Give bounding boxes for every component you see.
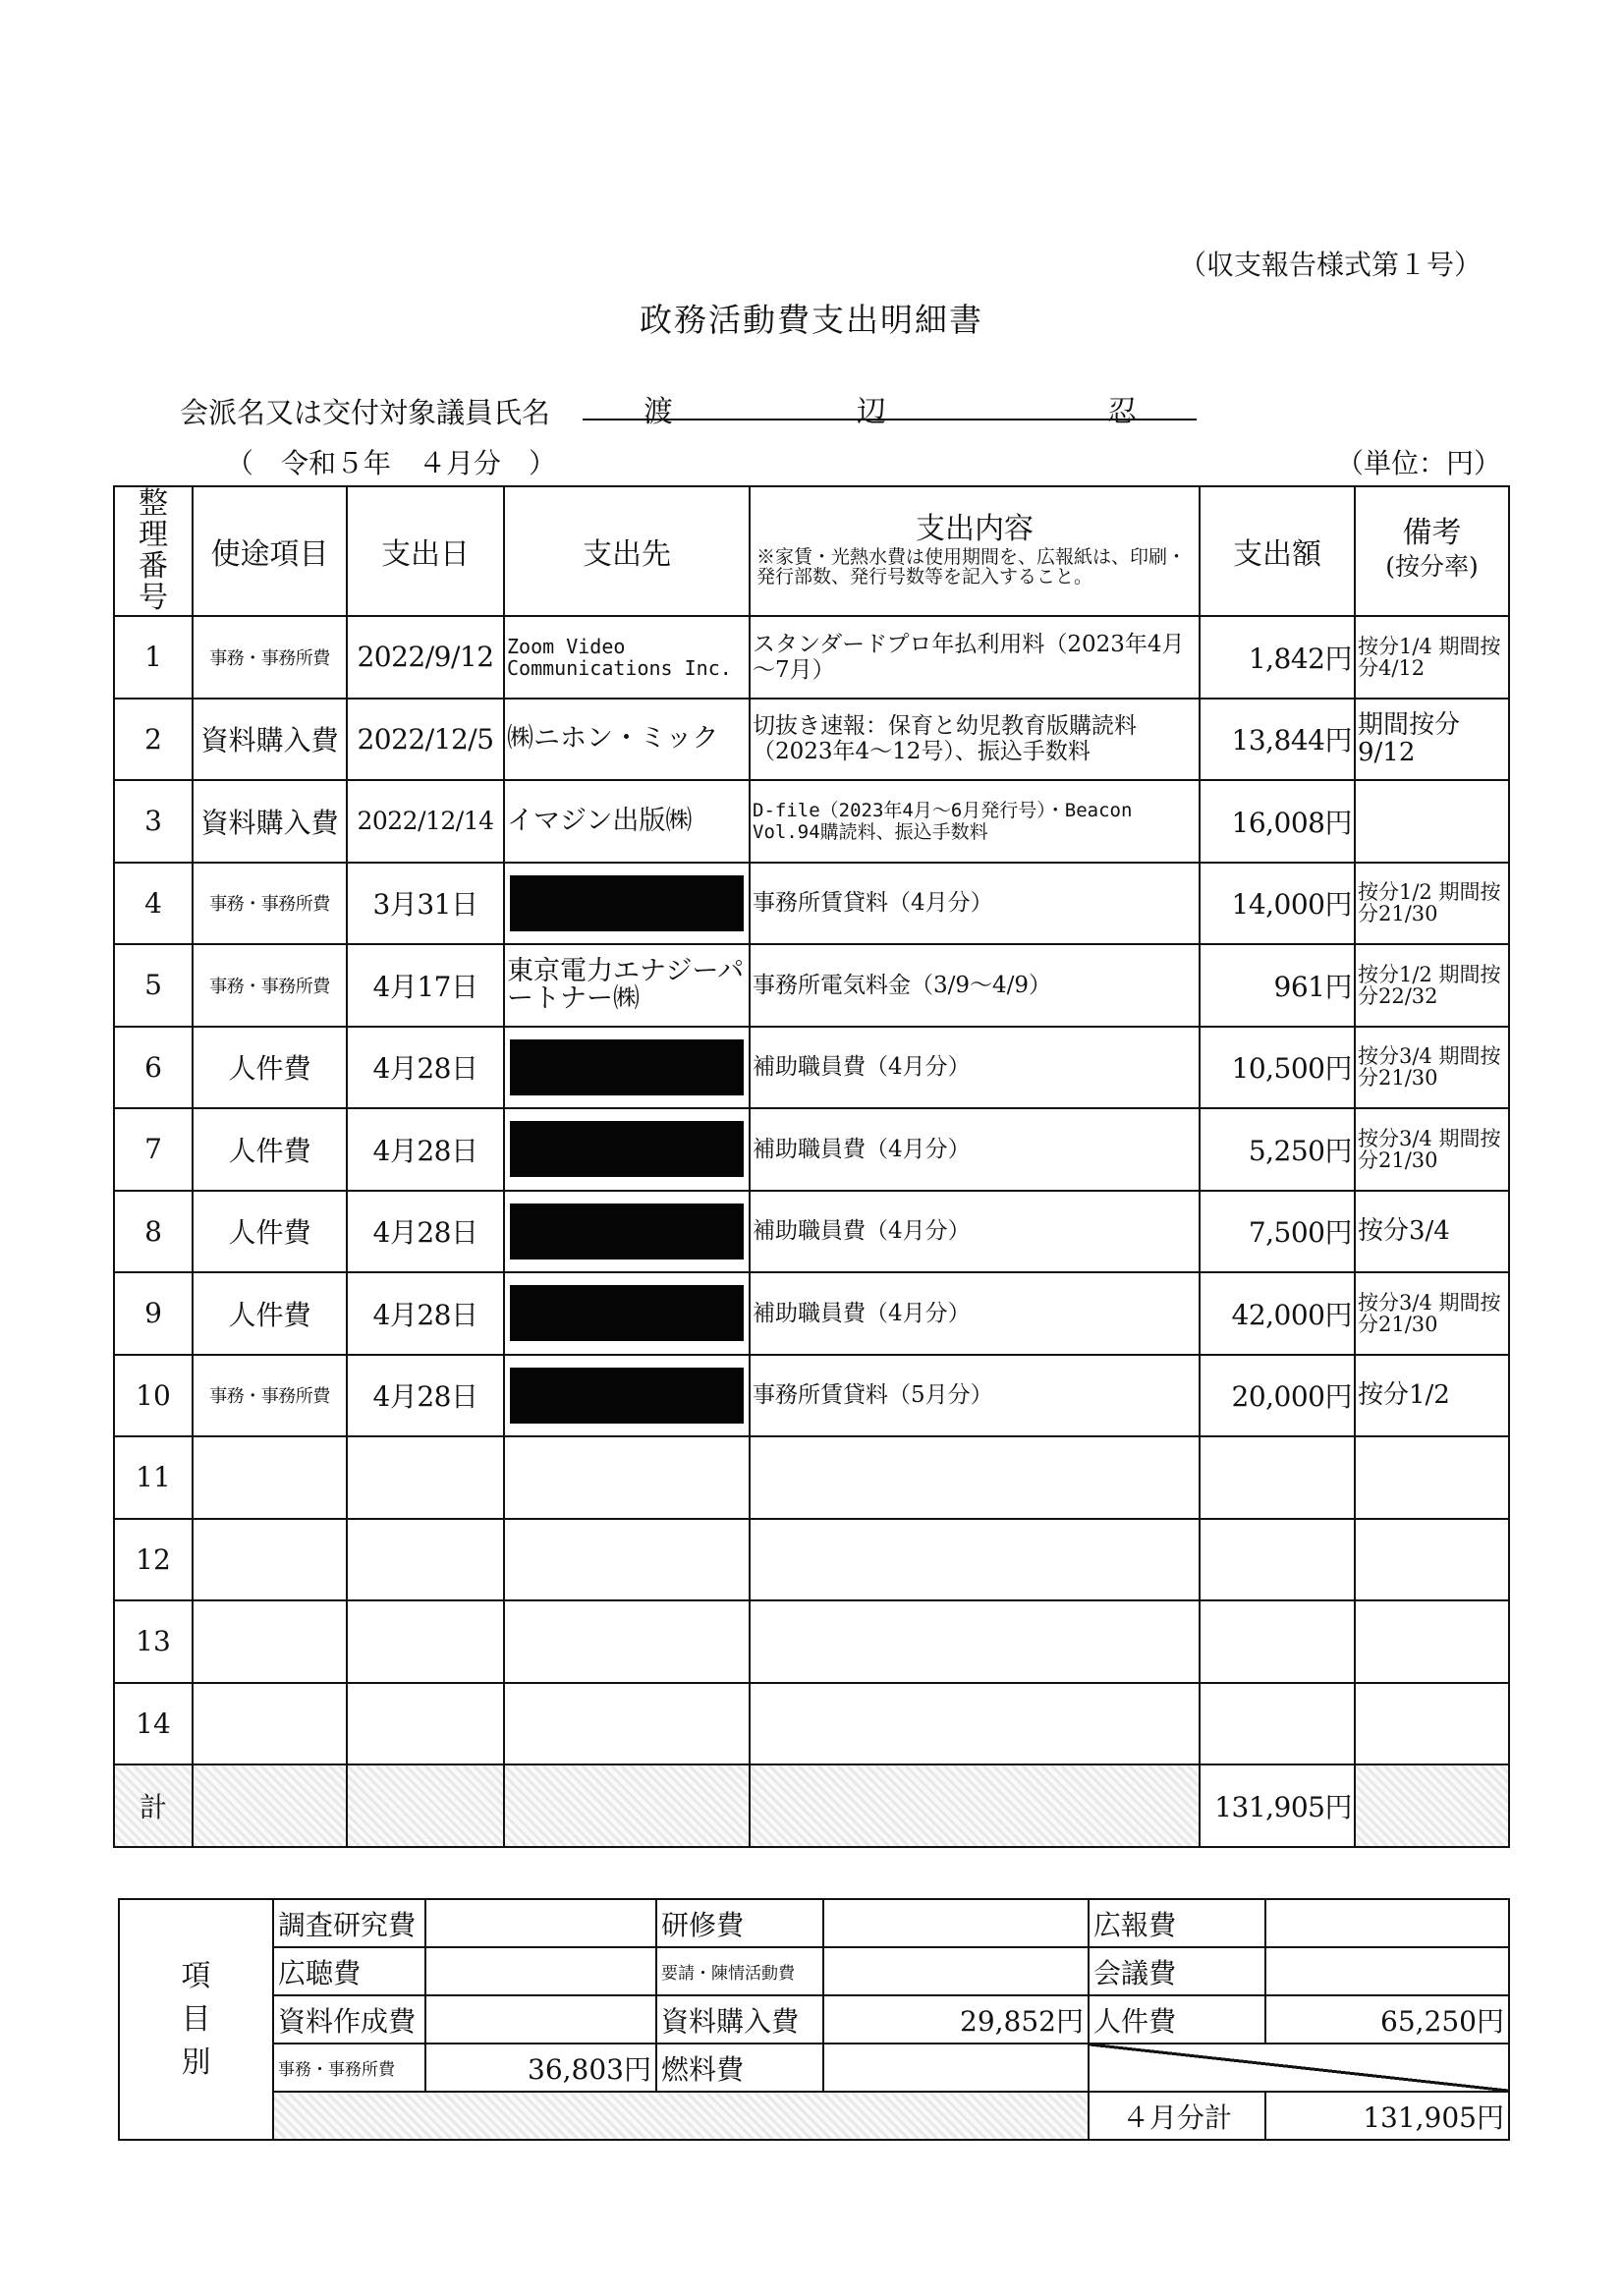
row-content: 切抜き速報：保育と幼児教育版購読料（2023年4～12号）、振込手数料 <box>750 699 1200 781</box>
summary-label: 広報費 <box>1089 1899 1265 1947</box>
row-category: 資料購入費 <box>193 699 347 781</box>
row-content: 補助職員費（4月分） <box>750 1108 1200 1191</box>
row-date: 4月28日 <box>347 1108 504 1191</box>
table-row <box>114 699 1509 781</box>
row-date: 4月28日 <box>347 1272 504 1355</box>
summary-label: 研修費 <box>656 1899 823 1947</box>
row-amount: 7,500円 <box>1200 1191 1355 1273</box>
row-payee-redacted <box>504 1191 750 1273</box>
row-date: 4月17日 <box>347 944 504 1027</box>
summary-row <box>119 1995 1509 2044</box>
table-header-row <box>114 486 1509 616</box>
row-amount: 1,842円 <box>1200 616 1355 699</box>
row-content: 事務所電気料金（3/9～4/9） <box>750 944 1200 1027</box>
row-payee-redacted <box>504 1108 750 1191</box>
row-no: 8 <box>114 1191 193 1273</box>
row-date: 4月28日 <box>347 1355 504 1437</box>
summary-value <box>425 1995 656 2044</box>
header-content: 支出内容 ※家賃・光熱水費は使用期間を、広報紙は、印刷・発行部数、発行号数等を記入すること。 <box>750 486 1200 616</box>
row-remarks: 按分1/2 <box>1355 1355 1509 1437</box>
row-content: 事務所賃貸料（4月分） <box>750 863 1200 945</box>
row-payee: イマジン出版㈱ <box>504 780 750 863</box>
table-row-empty <box>114 1519 1509 1601</box>
row-no: 11 <box>114 1436 193 1519</box>
summary-diagonal-blank <box>1089 2044 1509 2092</box>
row-category: 事務・事務所費 <box>193 863 347 945</box>
summary-shaded-blank <box>273 2092 1089 2140</box>
redaction-block <box>510 875 744 931</box>
summary-value <box>1265 1899 1509 1947</box>
summary-label: 広聴費 <box>273 1947 425 1995</box>
name-part: 辺 <box>857 395 886 429</box>
name-label: 会派名又は交付対象議員氏名 <box>180 396 551 429</box>
row-date: 4月28日 <box>347 1027 504 1109</box>
month-total-label: ４月分計 <box>1089 2092 1265 2140</box>
row-remarks: 按分1/2 期間按分22/32 <box>1355 944 1509 1027</box>
document-title: 政務活動費支出明細書 <box>640 301 983 339</box>
summary-value <box>823 1947 1089 1995</box>
summary-label: 資料作成費 <box>273 1995 425 2044</box>
row-remarks: 按分1/2 期間按分21/30 <box>1355 863 1509 945</box>
row-amount: 20,000円 <box>1200 1355 1355 1437</box>
report-period: （ 令和５年 ４月分 ） <box>226 447 557 479</box>
expense-table <box>113 485 1510 1848</box>
row-category: 人件費 <box>193 1108 347 1191</box>
row-amount: 13,844円 <box>1200 699 1355 781</box>
total-row <box>114 1764 1509 1847</box>
row-payee: ㈱ニホン・ミック <box>504 699 750 781</box>
header-payee: 支出先 <box>504 486 750 616</box>
summary-label: 調査研究費 <box>273 1899 425 1947</box>
row-date: 2022/9/12 <box>347 616 504 699</box>
summary-side-label: 項目別 <box>119 1899 273 2140</box>
header-remarks: 備考 (按分率) <box>1355 486 1509 616</box>
summary-value <box>823 2044 1089 2092</box>
table-row <box>114 1108 1509 1191</box>
row-remarks <box>1355 780 1509 863</box>
row-remarks: 按分3/4 期間按分21/30 <box>1355 1108 1509 1191</box>
redaction-block <box>510 1121 744 1177</box>
row-no: 4 <box>114 863 193 945</box>
summary-value <box>1265 1947 1509 1995</box>
header-date: 支出日 <box>347 486 504 616</box>
summary-value <box>823 1899 1089 1947</box>
row-no: 6 <box>114 1027 193 1109</box>
row-category: 人件費 <box>193 1191 347 1273</box>
row-date: 2022/12/5 <box>347 699 504 781</box>
table-row <box>114 863 1509 945</box>
table-row <box>114 1027 1509 1109</box>
summary-label: 要請・陳情活動費 <box>656 1947 823 1995</box>
row-no: 13 <box>114 1600 193 1683</box>
row-remarks: 按分3/4 <box>1355 1191 1509 1273</box>
redaction-block <box>510 1039 744 1095</box>
summary-row <box>119 1947 1509 1995</box>
table-row <box>114 944 1509 1027</box>
redaction-block <box>510 1368 744 1424</box>
row-remarks: 按分1/4 期間按分4/12 <box>1355 616 1509 699</box>
summary-label: 会議費 <box>1089 1947 1265 1995</box>
redaction-block <box>510 1204 744 1260</box>
row-content: スタンダードプロ年払利用料（2023年4月～7月） <box>750 616 1200 699</box>
header-no: 整理番号 <box>114 486 193 616</box>
row-amount: 14,000円 <box>1200 863 1355 945</box>
total-amount: 131,905円 <box>1200 1764 1355 1847</box>
summary-label: 人件費 <box>1089 1995 1265 2044</box>
table-row <box>114 780 1509 863</box>
row-payee: Zoom Video Communications Inc. <box>504 616 750 699</box>
summary-label: 資料購入費 <box>656 1995 823 2044</box>
row-category: 資料購入費 <box>193 780 347 863</box>
table-row-empty <box>114 1436 1509 1519</box>
summary-label: 燃料費 <box>656 2044 823 2092</box>
row-date: 3月31日 <box>347 863 504 945</box>
summary-value <box>425 1947 656 1995</box>
table-row <box>114 1355 1509 1437</box>
row-no: 1 <box>114 616 193 699</box>
row-no: 7 <box>114 1108 193 1191</box>
name-underline <box>583 419 1197 420</box>
row-category: 事務・事務所費 <box>193 1355 347 1437</box>
summary-value: 65,250円 <box>1265 1995 1509 2044</box>
category-summary-table <box>118 1898 1510 2141</box>
row-amount: 5,250円 <box>1200 1108 1355 1191</box>
table-row <box>114 1272 1509 1355</box>
row-amount: 961円 <box>1200 944 1355 1027</box>
row-category: 人件費 <box>193 1027 347 1109</box>
summary-value: 36,803円 <box>425 2044 656 2092</box>
row-remarks: 按分3/4 期間按分21/30 <box>1355 1272 1509 1355</box>
row-remarks: 期間按分9/12 <box>1355 699 1509 781</box>
row-no: 9 <box>114 1272 193 1355</box>
header-content-note: ※家賃・光熱水費は使用期間を、広報紙は、印刷・発行部数、発行号数等を記入すること。 <box>756 546 1187 588</box>
row-no: 3 <box>114 780 193 863</box>
table-row <box>114 616 1509 699</box>
row-no: 10 <box>114 1355 193 1437</box>
row-category: 事務・事務所費 <box>193 616 347 699</box>
summary-total-row <box>119 2092 1509 2140</box>
name-part: 忍 <box>1107 395 1137 429</box>
row-payee-redacted <box>504 863 750 945</box>
row-payee-redacted <box>504 1027 750 1109</box>
summary-value <box>425 1899 656 1947</box>
row-payee-redacted <box>504 1355 750 1437</box>
redaction-block <box>510 1285 744 1341</box>
total-label: 計 <box>114 1764 193 1847</box>
summary-row <box>119 1899 1509 1947</box>
row-content: 補助職員費（4月分） <box>750 1272 1200 1355</box>
row-date: 2022/12/14 <box>347 780 504 863</box>
row-category: 人件費 <box>193 1272 347 1355</box>
row-content: 補助職員費（4月分） <box>750 1191 1200 1273</box>
summary-label: 事務・事務所費 <box>273 2044 425 2092</box>
row-content: 補助職員費（4月分） <box>750 1027 1200 1109</box>
unit-label: （単位：円） <box>1336 447 1502 479</box>
table-row <box>114 1191 1509 1273</box>
header-category: 使途項目 <box>193 486 347 616</box>
row-content: 事務所賃貸料（5月分） <box>750 1355 1200 1437</box>
row-category: 事務・事務所費 <box>193 944 347 1027</box>
row-no: 2 <box>114 699 193 781</box>
month-total-value: 131,905円 <box>1265 2092 1509 2140</box>
row-no: 5 <box>114 944 193 1027</box>
summary-value: 29,852円 <box>823 1995 1089 2044</box>
row-payee-redacted <box>504 1272 750 1355</box>
form-number: （収支報告様式第１号） <box>1179 249 1483 281</box>
name-part: 渡 <box>644 395 673 429</box>
row-date: 4月28日 <box>347 1191 504 1273</box>
header-amount: 支出額 <box>1200 486 1355 616</box>
row-payee: 東京電力エナジーパートナー㈱ <box>504 944 750 1027</box>
row-no: 12 <box>114 1519 193 1601</box>
table-row-empty <box>114 1600 1509 1683</box>
summary-row <box>119 2044 1509 2092</box>
row-amount: 10,500円 <box>1200 1027 1355 1109</box>
row-content: D-file（2023年4月～6月発行号）・Beacon Vol.94購読料、振込手数料 <box>750 780 1200 863</box>
row-no: 14 <box>114 1683 193 1765</box>
table-row-empty <box>114 1683 1509 1765</box>
row-amount: 16,008円 <box>1200 780 1355 863</box>
row-amount: 42,000円 <box>1200 1272 1355 1355</box>
row-remarks: 按分3/4 期間按分21/30 <box>1355 1027 1509 1109</box>
